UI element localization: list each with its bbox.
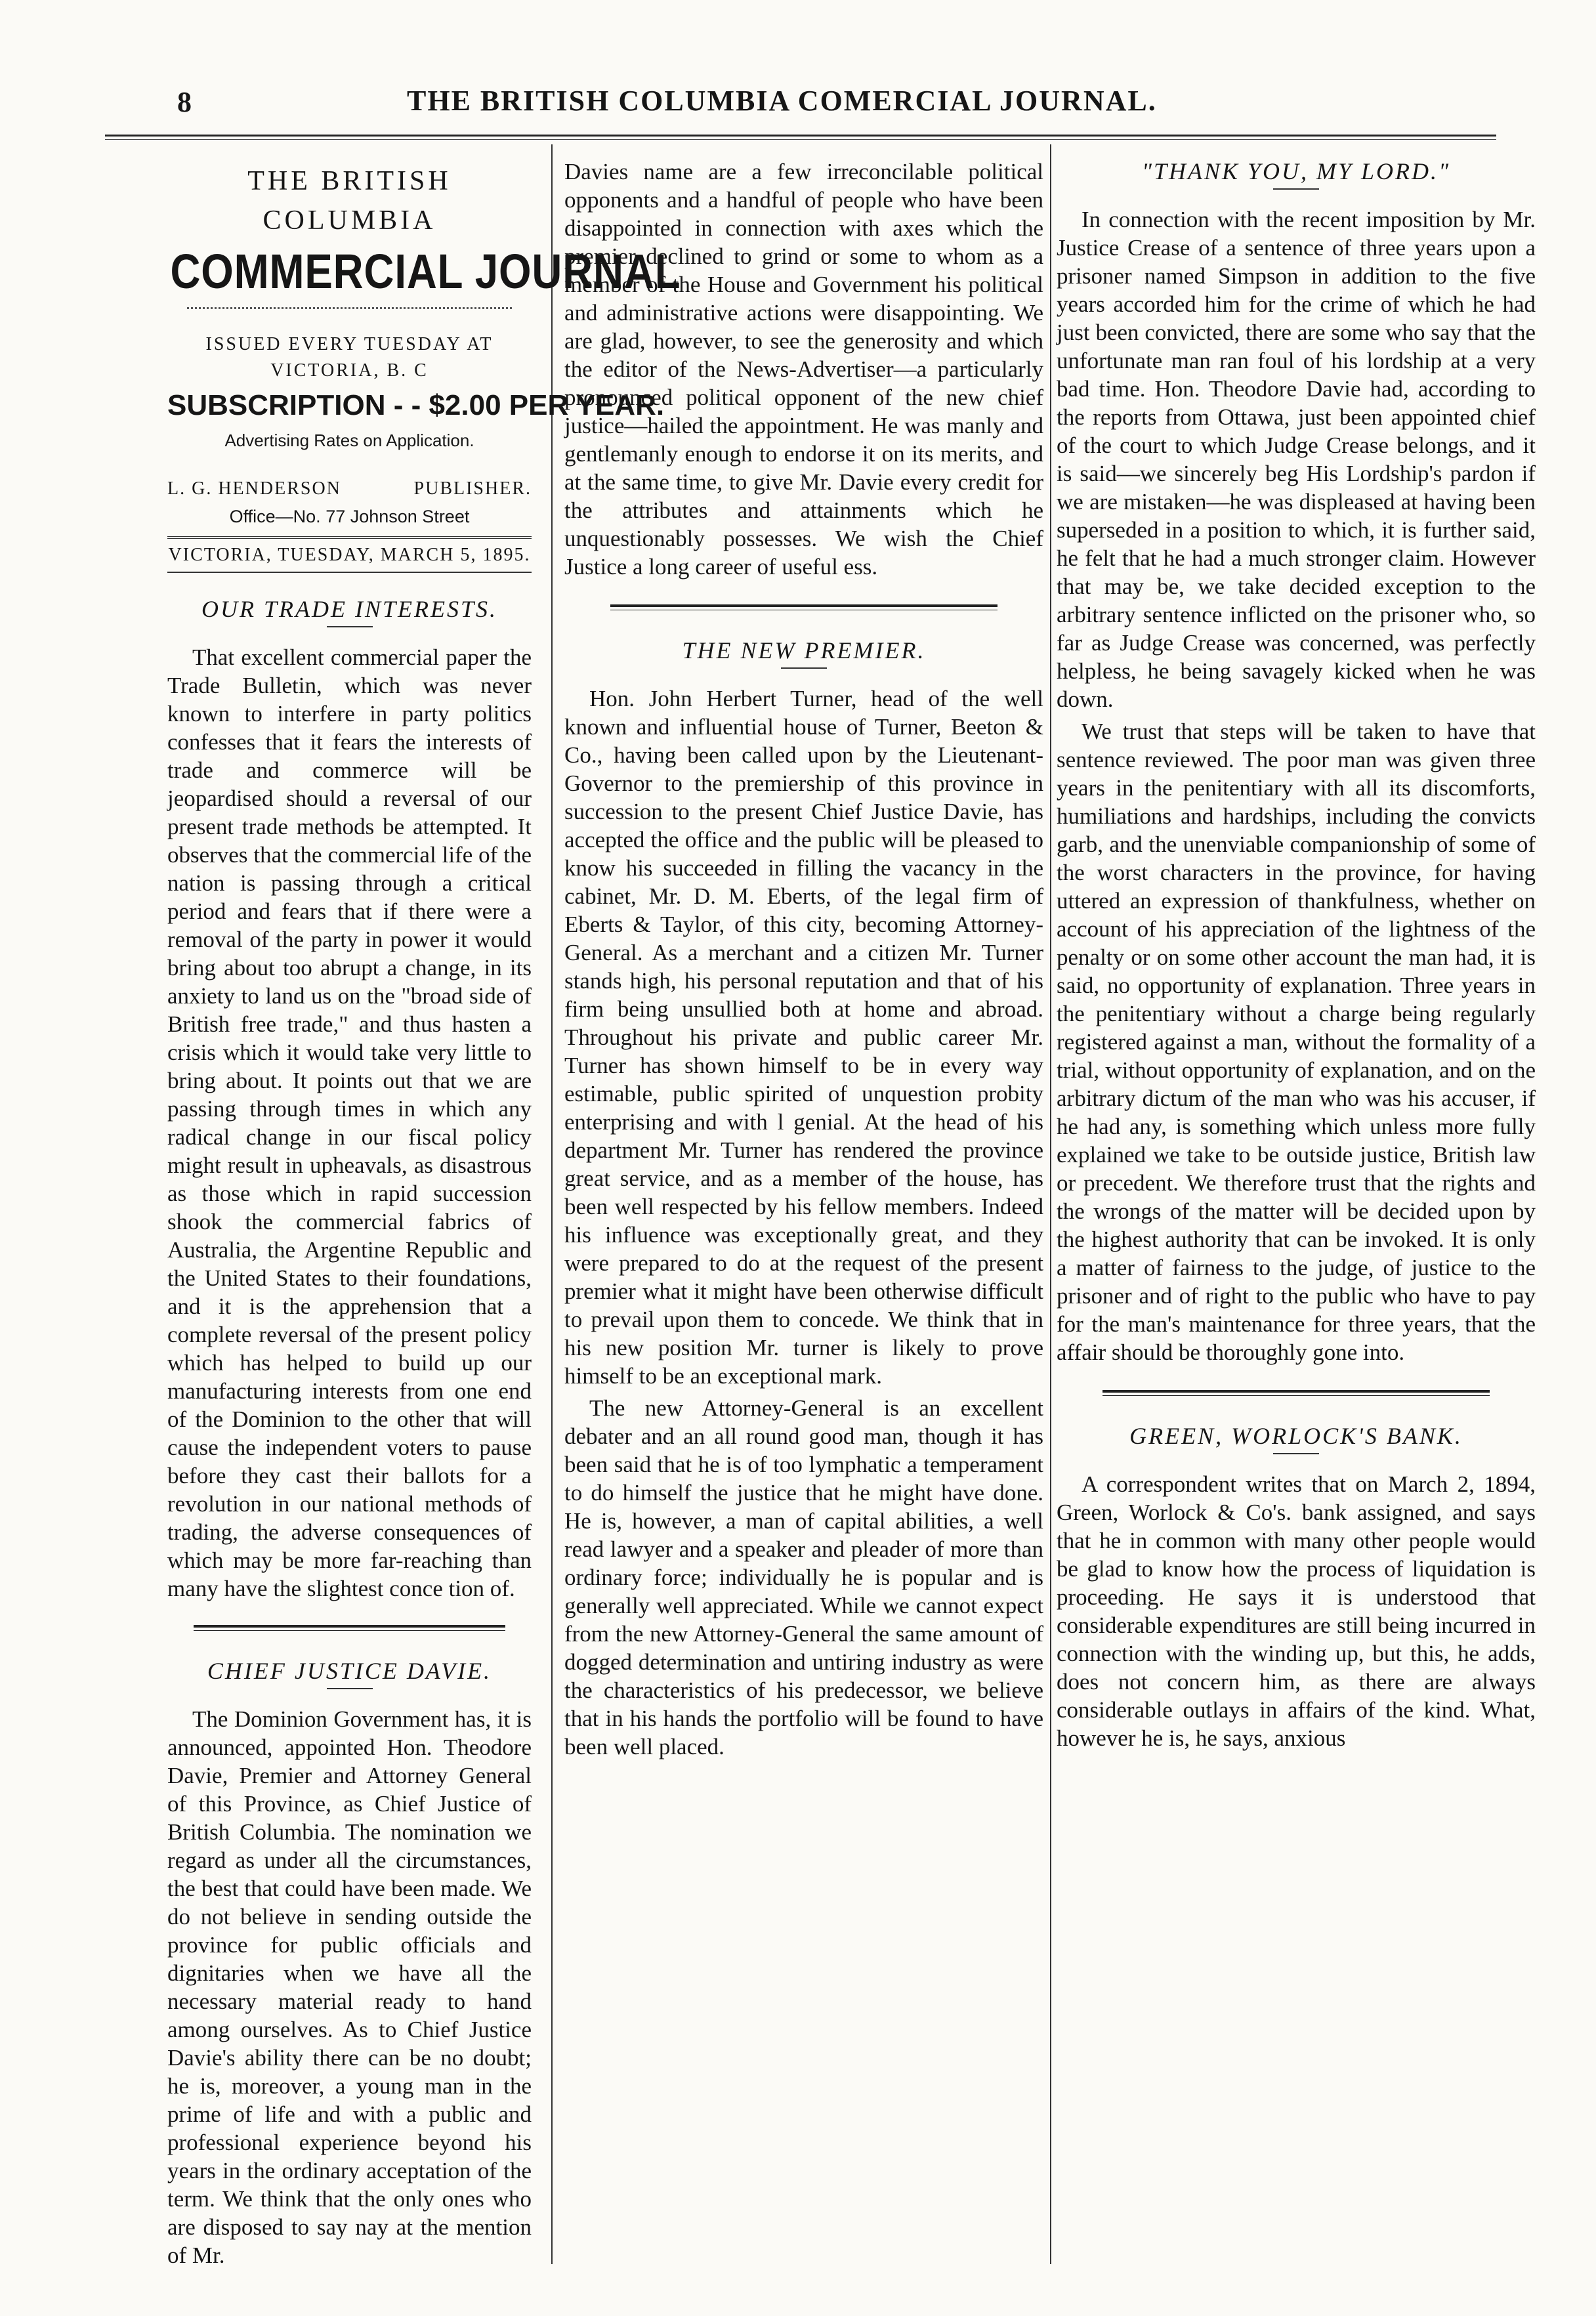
top-rule [105, 135, 1496, 137]
article-paragraph: A correspondent writes that on March 2, 1894, Green, Worlock & Co's. bank assigned, and says that he in common with many other people would be glad to know how the process of liquidation is proceeding. He says it is understood that considerable expenditures are still being incurred in connection with the winding up, but this, he adds, does not concern him, as there are always considerable outlays in affairs of the kind. What, however he is, he says, anxious [1057, 1471, 1536, 1751]
column-1 [167, 158, 681, 2273]
article-heading: OUR TRADE INTERESTS. [201, 596, 497, 622]
article-paragraph-continued: Davies name are a few irreconcilable political opponents and a handful of people who have been disappointed in connection with axes which the premier declined to grind or some to whom as a member of the House and Government his political and administrative actions were disappointing. We are glad, however, to see the generosity and which the editor of the News-Advertiser—a particularly pronounced political opponent of the new chief justice—hailed the appointment. He was manly and gentlemanly enough to endorse it on its merits, and at the same time, to give Mr. Davie every credit for the attributes and attainments which he unquestionably possesses. We wish the Chief Justice a long career of useful ess. [564, 159, 1043, 579]
article-paragraph: We trust that steps will be taken to have that sentence reviewed. The poor man was given three years in the penitentiary with all its discomforts, humiliations and hardships, including the convicts garb, and the unenviable companionship of some of the worst characters in the province, for having uttered an expression of thankfulness, whether on account of his appreciation of the lightness of the penalty or on some other account the man had, it is said, no opportunity of explanation. Three years in the penitentiary without a charge being regularly registered against a man, without the formality of a trial, without opportunity of explanation, and on the arbitrary dictum of the man who was his accuser, if he had any, is something which unless more fully explained we take to be outside justice, British law or precedent. We therefore trust that the rights and the wrongs of the matter will be decided upon by the highest authority that can be invoked. It is only a matter of fairness to the judge, of justice to the prisoner and of right to the public who have to pay for the man's maintenance for three years, that the affair should be thoroughly gone into. [1057, 719, 1536, 1365]
masthead [167, 161, 681, 573]
article-heading: "THANK YOU, MY LORD." [1141, 158, 1451, 184]
article-paragraph: That excellent commercial paper the Trade Bulletin, which was never known to interfere in party politics confesses that it fears the interests of trade and commerce will be jeopardised should a reversal of our present trade methods be attempted. It observes that the commercial life of the nation is passing through a critical period and fears that if there were a removal of the party in power it would bring about too abrupt a change, in its anxiety to land us on the "broad side of British free trade," and thus hasten a crisis which it would take very little to bring about. It points out that we are passing through times in which any radical change in our fiscal policy might result in upheavals, as disastrous as those which in rapid succession shook the commercial fabrics of Australia, the Argentine Republic and the United States to their foundations, and it is the apprehension that a complete reversal of the present policy which has helped to build up our manufacturing interests from one end of the Dominion to the other that will cause the independent voters to pause before they cast their ballots for a revolution in our national methods of trading, the adverse consequences of which may be more far-reaching than many have the slightest conce tion of. [167, 644, 532, 1601]
masthead-issued: ISSUED EVERY TUESDAY AT VICTORIA, B. C [205, 334, 494, 381]
article-separator [194, 1625, 505, 1631]
article-separator [610, 604, 998, 610]
heading-dash [1273, 1453, 1319, 1454]
heading-dash [781, 667, 827, 669]
article-separator [1102, 1390, 1490, 1396]
article-green-worlock-bank [1057, 1422, 1536, 1752]
running-title: THE BRITISH COLUMBIA COMERCIAL JOURNAL. [407, 85, 1157, 117]
heading-dash [1273, 188, 1319, 190]
masthead-publisher [167, 474, 532, 503]
article-heading: THE NEW PREMIER. [682, 637, 926, 663]
article-paragraph: The new Attorney-General is an excellent debater and an all round good man, though it has been said that he is of too lymphatic a temperament to do himself the justice that he might have done. He is, however, a man of capital abilities, a well read lawyer and a speaker and pleader of more than ordinary force; individually he is popular and is generally well appreciated. While we cannot expect from the new Attorney-General the same amount of dogged determination and untiring industry as were the characteristics of his predecessor, we believe that in his hands the portfolio will be found to have been well placed. [564, 1395, 1043, 1759]
article-chief-justice-davie [167, 1657, 532, 2269]
masthead-title: COMMERCIAL JOURNAL [170, 244, 681, 299]
masthead-date: VICTORIA, TUESDAY, MARCH 5, 1895. [167, 536, 532, 573]
publisher-title: PUBLISHER. [413, 478, 532, 499]
column-2 [564, 158, 1043, 1765]
masthead-subscription: SUBSCRIPTION - - $2.00 PER YEAR. [167, 389, 665, 421]
heading-dash [327, 1688, 373, 1689]
masthead-line1: THE BRITISH COLUMBIA [247, 166, 452, 236]
article-trade-interests [167, 595, 532, 1603]
article-new-premier [564, 637, 1043, 1761]
article-heading: CHIEF JUSTICE DAVIE. [207, 1658, 492, 1684]
article-paragraph: In connection with the recent imposition by Mr. Justice Crease of a sentence of three years upon a prisoner named Simpson in addition to the five years accorded him for the crime of which he had just been convicted, there are some who say that the unfortunate man ran foul of his lordship at a very bad time. Hon. Theodore Davie had, according to the reports from Ottawa, just been appointed chief of the court to which Judge Crease belongs, and it is said—we sincerely beg His Lordship's pardon if we are mistaken—he was displeased at having been superseded in a position to which, it is further said, he felt that he had a much stronger claim. However that may be, we take decided exception to the arbitrary sentence inflicted on the prisoner who, so far as Judge Crease was concerned, was perfectly helpless, he being savagely kicked when he was down. [1057, 207, 1536, 712]
column-divider-2 [1050, 144, 1051, 2264]
article-paragraph: The Dominion Government has, it is announced, appointed Hon. Theodore Davie, Premier and Attorney General of this Province, as Chief Justice of British Columbia. The nomination we regard as under all the circumstances, the best that could have been made. We do not believe in sending outside the province for public officials and dignitaries when we have all the necessary material ready to hand among ourselves. As to Chief Justice Davie's ability there can be no doubt; he is, moreover, a young man in the prime of life and with a public and professional experience beyond his years in the ordinary acceptation of the term. We think that the only ones who are disposed to say nay at the mention of Mr. [167, 1706, 532, 2268]
masthead-office: Office—No. 77 Johnson Street [229, 507, 470, 526]
page-number: 8 [177, 86, 192, 118]
column-divider-1 [551, 144, 553, 2264]
article-thank-you-my-lord [1057, 158, 1536, 1366]
publisher-name: L. G. HENDERSON [167, 478, 341, 499]
article-paragraph: Hon. John Herbert Turner, head of the well known and influential house of Turner, Beeton & Co., having been called upon by the Lieutenant-Governor to the premiership of this province in succession to the present Chief Justice Davie, has accepted the office and the public will be pleased to know his succeeded in filling the vacancy in the cabinet, Mr. D. M. Eberts, of the legal firm of Eberts & Taylor, of this city, becoming Attorney-General. As a merchant and a citizen Mr. Turner stands high, his personal reputation and that of his firm being unsullied both at home and abroad. Throughout his private and public career Mr. Turner has shown himself to be in every way estimable, public spirited of unquestion probity enterprising and with l genial. At the head of his department Mr. Turner has rendered the province great service, and as a member of the house, has been well respected by his fellow members. Indeed his influence was exceptionally great, and they were prepared to do at the request of the present premier what it might have been otherwise difficult to prevail upon them to concede. We think that in his new position Mr. turner is likely to prove himself to be an exceptional mark. [564, 686, 1043, 1389]
column-3 [1057, 158, 1536, 1756]
masthead-advertising: Advertising Rates on Application. [224, 431, 474, 450]
article-heading: GREEN, WORLOCK'S BANK. [1129, 1423, 1463, 1449]
heading-dash [327, 626, 373, 627]
masthead-ornament [187, 307, 512, 325]
top-rule-thin [105, 139, 1496, 140]
